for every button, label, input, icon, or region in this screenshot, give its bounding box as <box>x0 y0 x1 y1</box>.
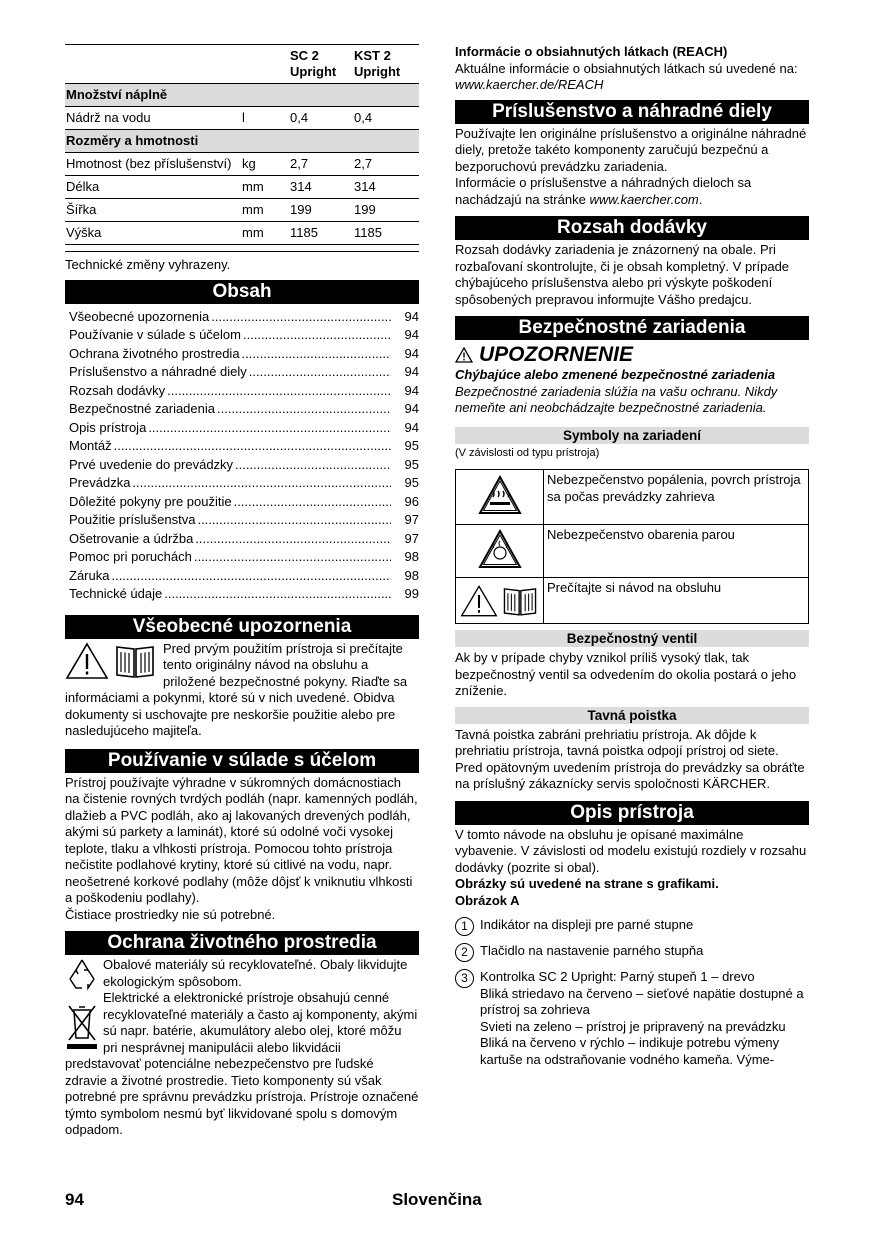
fuse-title: Tavná poistka <box>455 707 809 724</box>
symbol-text: Nebezpečenstvo obarenia parou <box>544 525 809 578</box>
fuse-text: Tavná poistka zabráni prehriatiu prístroja. Ak dôjde k prehriatiu prístroja, tavná poistka odpojí prístroj od siete. <box>455 726 779 758</box>
general-text: Pred prvým použitím prístroja si prečítajte tento originálny návod na obsluhu a priložené bezpečnostné pokyny. Riaďte sa informáciami a pokynmi, ktoré sú v nich uvedené. Obidva dokumenty si uschovajte pre neskoršie použitie alebo pre nasledujúceho majiteľa. <box>65 640 408 738</box>
warning-triangle-icon <box>65 642 109 680</box>
toc-item-label: Používanie v súlade s účelom <box>69 327 241 342</box>
warning-subtitle: Chýbajúce alebo zmenené bezpečnostné zariadenia <box>455 367 776 382</box>
spec-cell: l <box>241 107 289 130</box>
spec-cell <box>353 245 419 252</box>
table-row <box>65 245 419 252</box>
symbol-text: Prečítajte si návod na obsluhu <box>544 578 809 624</box>
toc-item-label: Bezpečnostné zariadenia <box>69 401 215 416</box>
spec-cell: 314 <box>289 176 353 199</box>
toc-item[interactable] <box>69 309 419 328</box>
table-row <box>65 107 419 130</box>
general-icons <box>65 642 157 680</box>
valve-title: Bezpečnostný ventil <box>455 630 809 647</box>
accessories-text: Používajte len originálne príslušenstvo a originálne náhradné diely, pretože takéto komponenty zaručujú bezpečnú a bezporuchovú prevádzku zariadenia. <box>455 125 807 174</box>
symbol-icon-cell <box>456 470 544 525</box>
list-item <box>455 943 809 962</box>
reach-paragraph <box>455 61 809 94</box>
right-column <box>455 44 809 1068</box>
toc-item-page: 94 <box>404 382 419 398</box>
warning-header <box>455 343 809 367</box>
spec-cell <box>241 245 289 252</box>
toc-dots <box>217 401 391 418</box>
toc-item[interactable] <box>69 420 419 439</box>
spec-col-sc2: SC 2 Upright <box>289 45 353 84</box>
recycle-icon <box>65 957 99 991</box>
toc-item-page: 98 <box>404 567 419 583</box>
toc-item-label: Pomoc pri poruchách <box>69 549 192 564</box>
footer-page-number: 94 <box>65 1190 84 1209</box>
valve-text: Ak by v prípade chyby vznikol príliš vysoký tlak, tak bezpečnostný ventil sa odvedením do okolia postará o jeho zníženie. <box>455 650 797 698</box>
list-item <box>455 969 809 1068</box>
toc-item[interactable] <box>69 494 419 513</box>
toc-item-page: 98 <box>404 549 419 564</box>
toc-item-page: 97 <box>404 512 419 527</box>
hot-steam-icon <box>478 529 522 569</box>
environment-section <box>65 957 419 1139</box>
spec-cell: 199 <box>353 199 419 222</box>
intended-use-note: Čistiace prostriedky nie sú potrebné. <box>65 906 276 922</box>
toc-dots <box>197 512 391 529</box>
toc-item-page: 94 <box>404 401 419 416</box>
symbol-icon-cell <box>456 525 544 578</box>
scope-title: Rozsah dodávky <box>455 216 809 240</box>
toc-item-label: Dôležité pokyny pre použitie <box>69 493 232 509</box>
accessories-info-text: Informácie o príslušenstve a náhradných dieloch sa nachádzajú na stránke <box>455 175 752 207</box>
left-column <box>65 44 419 1139</box>
toc-item[interactable] <box>69 401 419 420</box>
toc-dots <box>194 549 391 566</box>
toc-dots <box>167 383 391 400</box>
spec-header-row <box>65 45 419 84</box>
spec-cell: Hmotnost (bez příslušenství) <box>65 153 241 176</box>
spec-section-title: Množství náplně <box>65 84 419 107</box>
spec-section-row <box>65 130 419 153</box>
general-title: Všeobecné upozornenia <box>65 615 419 639</box>
toc-item[interactable] <box>69 568 419 587</box>
spec-cell <box>65 245 241 252</box>
environment-electronics-text: Elektrické a elektronické prístroje obsahujú cenné recyklovateľné materiály a často aj komponenty, akými sú napr. batérie, akumulátory alebo olej, ktoré môžu pri nesprávnej manipulácii alebo likvidácii predstavovať potenciálne nebezpečenstvo pre ľudské zdravie a životné prostredie. Tieto komponenty sú však potrebné pre správnu prevádzku prístroja. Prístroje označené týmto symbolom nesmú byť likvidované spolu s domovým odpadom. <box>65 990 419 1137</box>
item-text: Tlačidlo na nastavenie parného stupňa <box>480 943 704 958</box>
table-row <box>65 199 419 222</box>
toc-item-label: Prevádzka <box>69 475 131 490</box>
toc-dots <box>249 364 391 381</box>
accessories-link[interactable]: www.kaercher.com <box>589 191 699 207</box>
spec-cell: 2,7 <box>353 153 419 176</box>
toc-item-label: Montáž <box>69 438 112 453</box>
toc-item[interactable] <box>69 475 419 494</box>
toc-item-label: Ochrana životného prostredia <box>69 345 240 361</box>
intended-use-title: Používanie v súlade s účelom <box>65 749 419 773</box>
toc-item-page: 94 <box>404 419 419 435</box>
environment-icons <box>65 957 99 1054</box>
toc-item-label: Príslušenstvo a náhradné diely <box>69 364 247 379</box>
spec-cell: mm <box>241 222 289 245</box>
toc-item[interactable] <box>69 549 419 568</box>
table-row <box>65 222 419 245</box>
spec-section-title: Rozměry a hmotnosti <box>65 130 419 153</box>
reach-heading: Informácie o obsiahnutých látkach (REACH) <box>455 44 728 59</box>
toc-dots <box>235 457 391 474</box>
intended-use-text: Prístroj používajte výhradne v súkromných domácnostiach na čistenie rovných tvrdých podláh (napr. kamenných podláh, dlažieb a PVC podláh, ako aj lakovaných drevených podláh, akými sú parkety a laminát), ktoré sú odolné voči vysokej teplote, tlaku a vlhkosti prístroja. Pomocou tohto prístroja nečistite podlahové krytiny, ktoré sú citlivé na vodu, napr. neošetrené korkové podlahy (môže dôjsť k vniknutiu vlhkosti a poškodeniu podlahy). <box>65 774 418 905</box>
toc-item[interactable] <box>69 438 419 457</box>
accessories-info: Informácie o príslušenstve a náhradných dieloch sa nachádzajú na stránke www.kaercher.com. <box>455 175 752 207</box>
warning-triangle-icon <box>460 584 498 618</box>
safety-title: Bezpečnostné zariadenia <box>455 316 809 340</box>
footer-language: Slovenčina <box>392 1190 482 1209</box>
toc-item[interactable] <box>69 327 419 346</box>
toc-item-label: Záruka <box>69 567 110 583</box>
toc-item-page: 94 <box>404 308 419 324</box>
spec-col-blank <box>65 45 241 84</box>
toc-item-label: Ošetrovanie a údržba <box>69 530 194 546</box>
reach-link[interactable]: www.kaercher.de/REACH <box>455 77 604 92</box>
toc-item-page: 94 <box>404 364 419 379</box>
toc-item-page: 94 <box>404 327 419 342</box>
toc-list <box>65 309 419 605</box>
toc-item-label: Technické údaje <box>69 586 163 601</box>
warning-text: Bezpečnostné zariadenia slúžia na vašu ochranu. Nikdy nemeňte ani neobchádzajte bezpečnostné zariadenia. <box>455 383 778 415</box>
toc-item-page: 99 <box>404 586 419 601</box>
item-number: 2 <box>455 943 474 962</box>
manual-book-icon <box>501 584 539 618</box>
spec-cell: Délka <box>65 176 241 199</box>
description-title: Opis prístroja <box>455 801 809 825</box>
spec-col-unit <box>241 45 289 84</box>
toc-item-page: 94 <box>404 345 419 361</box>
description-figures-note: Obrázky sú uvedené na strane s grafikami. <box>455 876 719 891</box>
item-text: Bliká striedavo na červeno – sieťové napätie dostupné a prístroj sa zohrieva <box>480 985 804 1017</box>
toc-dots <box>111 568 391 585</box>
hot-surface-icon <box>478 475 522 515</box>
spec-cell: 1185 <box>353 222 419 245</box>
toc-title: Obsah <box>65 280 419 304</box>
toc-item-page: 95 <box>404 475 419 490</box>
spec-cell: Šířka <box>65 199 241 222</box>
toc-item-page: 95 <box>404 456 419 472</box>
spec-note: Technické změny vyhrazeny. <box>65 257 231 272</box>
toc-item-label: Prvé uvedenie do prevádzky <box>69 456 234 472</box>
toc-dots <box>114 438 391 455</box>
toc-dots <box>164 586 391 603</box>
toc-item-page: 96 <box>404 493 419 509</box>
toc-dots <box>243 327 391 344</box>
table-row <box>456 470 809 525</box>
warning-small-icon <box>455 347 473 363</box>
toc-item-page: 97 <box>404 530 419 546</box>
environment-packaging-text: Obalové materiály sú recyklovateľné. Obaly likvidujte ekologickým spôsobom. <box>103 957 408 989</box>
toc-dots <box>132 475 391 492</box>
spec-table <box>65 44 419 252</box>
warning-title: UPOZORNENIE <box>479 343 634 366</box>
item-text: Indikátor na displeji pre parné stupne <box>480 917 694 932</box>
general-section <box>65 641 419 740</box>
fuse-service-text: Pred opätovným uvedením prístroja do prevádzky sa obráťte na príslušný zákaznícky servis spoločnosti KÄRCHER. <box>455 759 805 791</box>
spec-cell: Výška <box>65 222 241 245</box>
toc-item[interactable] <box>69 586 419 605</box>
spec-cell: 199 <box>289 199 353 222</box>
table-row <box>65 176 419 199</box>
spec-cell: 314 <box>353 176 419 199</box>
symbols-table <box>455 469 809 624</box>
spec-col-kst2: KST 2 Upright <box>353 45 419 84</box>
spec-cell: 0,4 <box>353 107 419 130</box>
item-text: Svieti na zeleno – prístroj je pripravený na prevádzku <box>480 1018 786 1034</box>
reach-text: Aktuálne informácie o obsiahnutých látkach sú uvedené na: <box>455 60 798 76</box>
toc-dots <box>242 346 391 363</box>
list-item <box>455 917 809 936</box>
symbols-title: Symboly na zariadení <box>455 427 809 444</box>
item-number: 1 <box>455 917 474 936</box>
toc-item[interactable] <box>69 364 419 383</box>
toc-item[interactable] <box>69 531 419 550</box>
spec-cell: 0,4 <box>289 107 353 130</box>
toc-item-label: Všeobecné upozornenia <box>69 308 210 324</box>
toc-item-label: Rozsah dodávky <box>69 382 166 398</box>
spec-cell <box>289 245 353 252</box>
spec-cell: 2,7 <box>289 153 353 176</box>
table-row <box>65 153 419 176</box>
toc-dots <box>234 494 391 511</box>
toc-item[interactable] <box>69 512 419 531</box>
toc-dots <box>148 420 391 437</box>
spec-cell: 1185 <box>289 222 353 245</box>
read-manual-icon <box>456 584 543 618</box>
manual-book-icon <box>113 642 157 680</box>
toc-dots <box>211 309 391 326</box>
parts-list <box>455 917 809 1068</box>
toc-item[interactable] <box>69 457 419 476</box>
item-text: Bliká na červeno v rýchlo – indikuje potrebu výmeny kartuše na odstraňovanie vodného kameňa. Výme- <box>480 1035 780 1067</box>
toc-dots <box>195 531 391 548</box>
spec-cell: mm <box>241 199 289 222</box>
spec-section-row <box>65 84 419 107</box>
symbols-note: (V závislosti od typu prístroja) <box>455 446 600 459</box>
environment-title: Ochrana životného prostredia <box>65 931 419 955</box>
toc-item-label: Použitie príslušenstva <box>69 512 196 527</box>
toc-item-label: Opis prístroja <box>69 419 147 435</box>
symbol-text: Nebezpečenstvo popálenia, povrch prístroja sa počas prevádzky zahrieva <box>544 470 809 525</box>
crossed-bin-icon <box>65 1002 99 1050</box>
table-row <box>456 578 809 624</box>
spec-cell: mm <box>241 176 289 199</box>
description-text: V tomto návode na obsluhu je opísané maximálne vybavenie. V závislosti od modelu existujú rozdiely v rozsahu dodávky (pozrite si obal). <box>455 826 807 875</box>
description-figure-label: Obrázok A <box>455 892 520 908</box>
toc-item[interactable] <box>69 346 419 365</box>
toc-item-page: 95 <box>404 438 419 453</box>
item-number: 3 <box>455 969 474 988</box>
item-text: Kontrolka SC 2 Upright: Parný stupeň 1 – drevo <box>480 969 755 984</box>
scope-text: Rozsah dodávky zariadenia je znázornený na obale. Pri rozbaľovaní skontrolujte, či je obsah kompletný. V prípade chýbajúceho príslušenstva alebo pri výskyte poškodení spôsobených prepravou informujte Vášho predajcu. <box>455 242 790 307</box>
accessories-title: Príslušenstvo a náhradné diely <box>455 100 809 124</box>
symbol-icon-cell <box>456 578 544 624</box>
toc-item[interactable] <box>69 383 419 402</box>
spec-cell: kg <box>241 153 289 176</box>
table-row <box>456 525 809 578</box>
spec-cell: Nádrž na vodu <box>65 107 241 130</box>
